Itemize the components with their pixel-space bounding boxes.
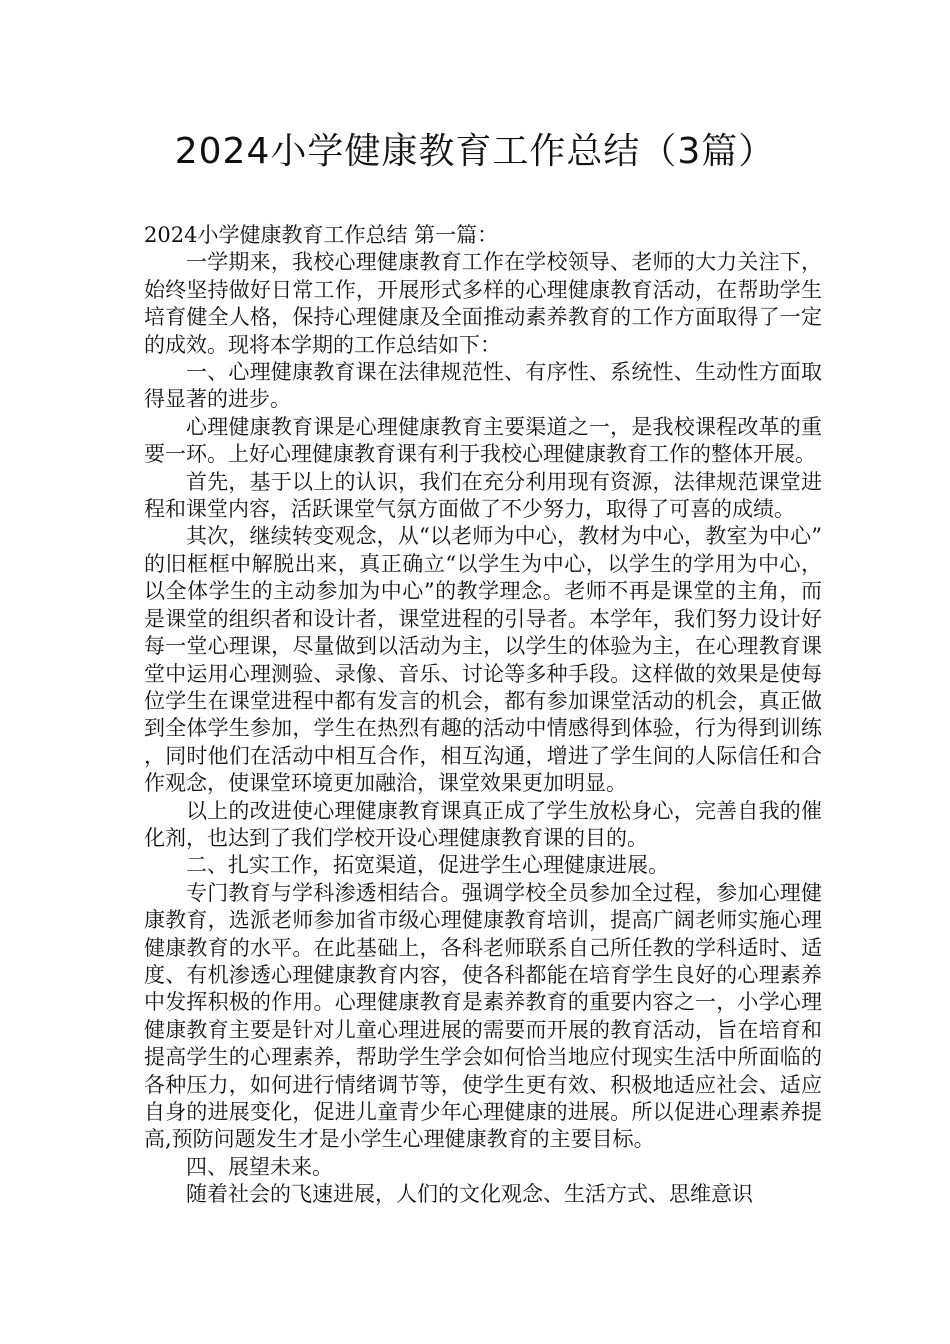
paragraph: 以上的改进使心理健康教育课真正成了学生放松身心，完善自我的催化剂，也达到了我们学校开设心理健康教育课的目的。 xyxy=(144,798,822,850)
paragraph: 随着社会的飞速进展，人们的文化观念、生活方式、思维意识 xyxy=(186,1182,753,1207)
section-subtitle: 2024小学健康教育工作总结 第一篇： xyxy=(144,223,499,247)
section-heading-4: 四、展望未来。 xyxy=(186,1154,333,1179)
paragraph: 其次，继续转变观念，从“以老师为中心，教材为中心，教室为中心”的旧框框中解脱出来，真正确立“以学生为中心，以学生的学用为中心，以全体学生的主动参加为中心”的教学理念。老师不再是课堂的主角，而是课堂的组织者和设计者，课堂进程的引导者。本学年，我们努力设计好每一堂心理课，尽量做到以活动为主，以学生的体验为主，在心理教育课堂中运用心理测验、录像、音乐、讨论等多种手段。这样做的效果是使每位学生在课堂进程中都有发言的机会，都有参加课堂活动的机会，真正做到全体学生参加，学生在热烈有趣的活动中情感得到体验，行为得到训练，同时他们在活动中相互合作，相互沟通，增进了学生间的人际信任和合作观念，使课堂环境更加融洽，课堂效果更加明显。 xyxy=(144,524,822,796)
paragraph-intro: 一学期来，我校心理健康教育工作在学校领导、老师的大力关注下，始终坚持做好日常工作，开展形式多样的心理健康教育活动，在帮助学生培育健全人格，保持心理健康及全面推动素养教育的工作方面取得了一定的成效。现将本学期的工作总结如下： xyxy=(144,250,822,357)
paragraph: 首先，基于以上的认识，我们在充分利用现有资源，法律规范课堂进程和课堂内容，活跃课堂气氛方面做了不少努力，取得了可喜的成绩。 xyxy=(144,469,822,522)
section-heading-2: 二、扎实工作，拓宽渠道，促进学生心理健康进展。 xyxy=(186,853,669,878)
document-title: 2024小学健康教育工作总结（3篇） xyxy=(174,131,776,172)
document-body xyxy=(144,222,822,1209)
section-heading-1: 一、心理健康教育课在法律规范性、有序性、系统性、生动性方面取得显著的进步。 xyxy=(144,360,822,412)
paragraph: 心理健康教育课是心理健康教育主要渠道之一，是我校课程改革的重要一环。上好心理健康教育课有利于我校心理健康教育工作的整体开展。 xyxy=(144,414,822,467)
paragraph: 专门教育与学科渗透相结合。强调学校全员参加全过程，参加心理健康教育，选派老师参加省市级心理健康教育培训，提高广阔老师实施心理健康教育的水平。在此基础上，各科老师联系自己所任教的学科适时、适度、有机渗透心理健康教育内容，使各科都能在培育学生良好的心理素养中发挥积极的作用。心理健康教育是素养教育的重要内容之一，小学心理健康教育主要是针对儿童心理进展的需要而开展的教育活动，旨在培育和提高学生的心理素养，帮助学生学会如何恰当地应付现实生活中所面临的各种压力，如何进行情绪调节等，使学生更有效、积极地适应社会、适应自身的进展变化，促进儿童青少年心理健康的进展。所以促进心理素养提高,预防问题发生才是小学生心理健康教育的主要目标。 xyxy=(144,880,822,1152)
